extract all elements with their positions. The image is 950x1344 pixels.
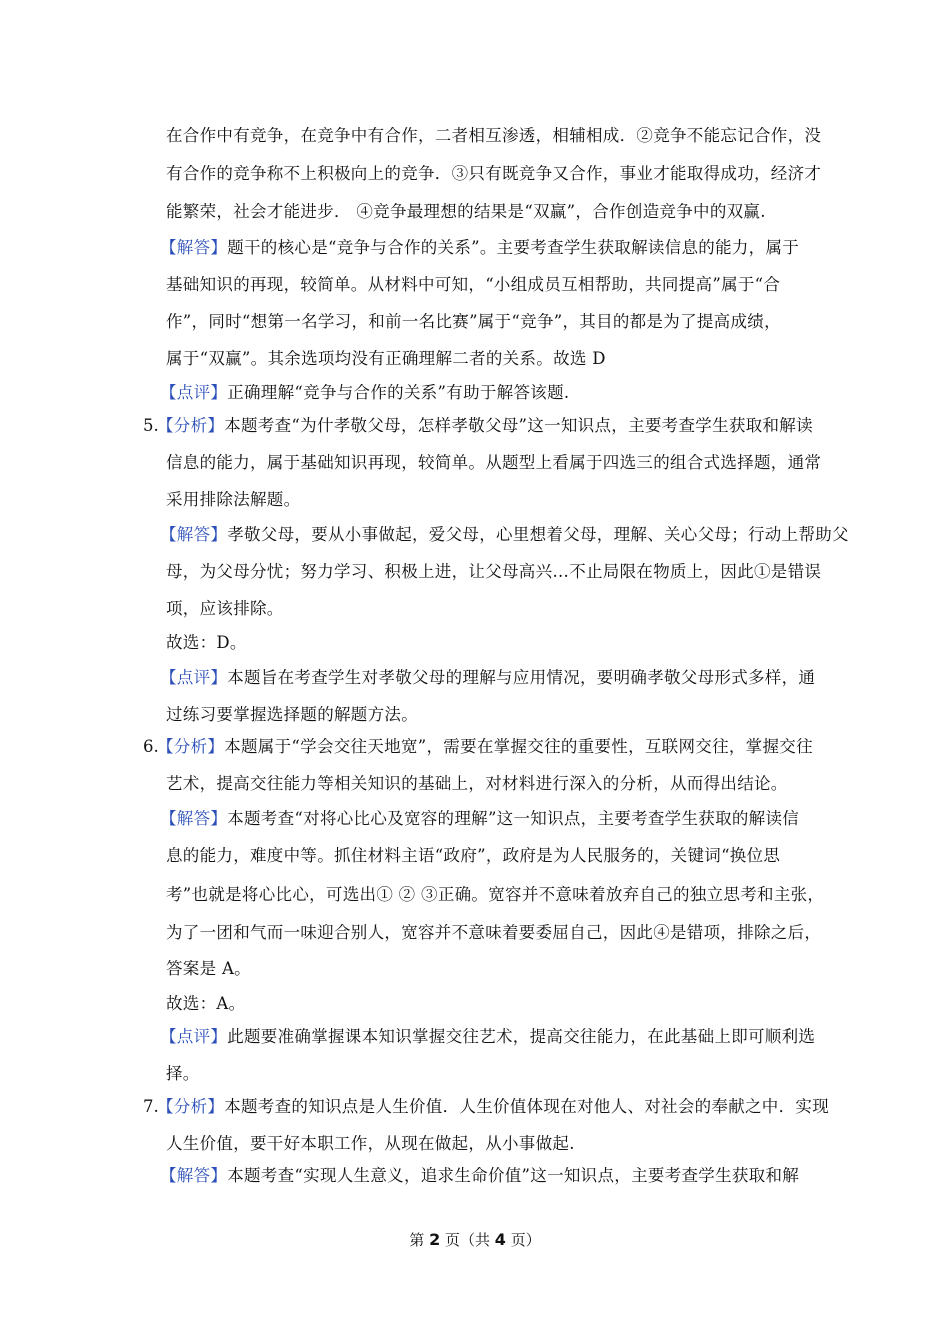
text-line: 能繁荣，社会才能进步． ④竞争最理想的结果是“双赢”，合作创造竞争中的双赢. — [166, 202, 766, 221]
text-line: 项，应该排除。 — [166, 599, 284, 618]
answer-tag: 【解答】 — [160, 1166, 228, 1185]
text-line: 艺术，提高交往能力等相关知识的基础上，对材料进行深入的分析，从而得出结论。 — [166, 774, 788, 793]
text-line: 采用排除法解题。 — [166, 490, 301, 509]
text-line: 基础知识的再现，较简单。从材料中可知，“小组成员互相帮助，共同提高”属于“合 — [166, 275, 781, 294]
page-footer: 第 2 页（共 4 页） — [409, 1230, 541, 1249]
text-line: 息的能力，难度中等。抓住材料主语“政府”，政府是为人民服务的，关键词“换位思 — [166, 846, 781, 865]
text-line: 故选：A。 — [166, 994, 246, 1013]
text-line: 考”也就是将心比心，可选出① ② ③正确。宽容并不意味着放弃自己的独立思考和主张， — [166, 885, 825, 904]
question-number: 6. — [143, 737, 159, 756]
text-line: 择。 — [166, 1064, 200, 1083]
comment-line: 【点评】本题旨在考查学生对孝敬父母的理解与应用情况，要明确孝敬父母形式多样，通 — [160, 668, 816, 687]
text-line: 属于“双赢”。其余选项均没有正确理解二者的关系。故选 D — [166, 349, 606, 368]
comment-tag: 【点评】 — [160, 668, 228, 687]
text-line: 母，为父母分忧；努力学习、积极上进，让父母高兴…不止局限在物质上，因此①是错误 — [166, 562, 822, 581]
text-line: 答案是 A。 — [166, 959, 251, 978]
analysis-line: 【分析】本题考查“为什孝敬父母，怎样孝敬父母”这一知识点，主要考查学生获取和解读 — [157, 416, 813, 435]
text-line: 过练习要掌握选择题的解题方法。 — [166, 705, 418, 724]
answer-line: 【解答】本题考查“实现人生意义，追求生命价值”这一知识点，主要考查学生获取和解 — [160, 1166, 800, 1185]
analysis-line: 【分析】本题考查的知识点是人生价值．人生价值体现在对他人、对社会的奉献之中．实现 — [157, 1097, 830, 1116]
question-number: 5. — [143, 416, 159, 435]
answer-line: 【解答】孝敬父母，要从小事做起，爱父母，心里想着父母，理解、关心父母；行动上帮助父 — [160, 525, 849, 544]
answer-tag: 【解答】 — [160, 809, 228, 828]
text-line: 为了一团和气而一味迎合别人，宽容并不意味着要委屈自己，因此④是错项，排除之后， — [166, 923, 822, 942]
text-line: 在合作中有竞争，在竞争中有合作，二者相互渗透，相辅相成．②竞争不能忘记合作，没 — [166, 126, 822, 145]
comment-line: 【点评】此题要准确掌握课本知识掌握交往艺术，提高交往能力，在此基础上即可顺利选 — [160, 1027, 816, 1046]
analysis-tag: 【分析】 — [157, 1097, 225, 1116]
answer-line: 【解答】题干的核心是“竞争与合作的关系”。主要考查学生获取解读信息的能力，属于 — [160, 238, 800, 257]
answer-tag: 【解答】 — [160, 238, 228, 257]
answer-tag: 【解答】 — [160, 525, 228, 544]
analysis-line: 【分析】本题属于“学会交往天地宽”，需要在掌握交往的重要性，互联网交往，掌握交往 — [157, 737, 813, 756]
analysis-tag: 【分析】 — [157, 416, 225, 435]
text-line: 作”，同时“想第一名学习，和前一名比赛”属于“竞争”，其目的都是为了提高成绩， — [166, 312, 781, 331]
text-line: 有合作的竞争称不上积极向上的竞争．③只有既竞争又合作，事业才能取得成功，经济才 — [166, 164, 822, 183]
analysis-tag: 【分析】 — [157, 737, 225, 756]
text-line: 故选：D。 — [166, 633, 247, 652]
comment-tag: 【点评】 — [160, 383, 228, 402]
page-total: 4 — [494, 1230, 506, 1249]
question-number: 7. — [143, 1097, 159, 1116]
answer-line: 【解答】本题考查“对将心比心及宽容的理解”这一知识点，主要考查学生获取的解读信 — [160, 809, 800, 828]
comment-tag: 【点评】 — [160, 1027, 228, 1046]
page-number: 2 — [429, 1230, 441, 1249]
text-line: 信息的能力，属于基础知识再现，较简单。从题型上看属于四选三的组合式选择题，通常 — [166, 453, 822, 472]
text-line: 人生价值，要干好本职工作，从现在做起，从小事做起. — [166, 1134, 575, 1153]
comment-line: 【点评】正确理解“竞争与合作的关系”有助于解答该题. — [160, 383, 570, 402]
